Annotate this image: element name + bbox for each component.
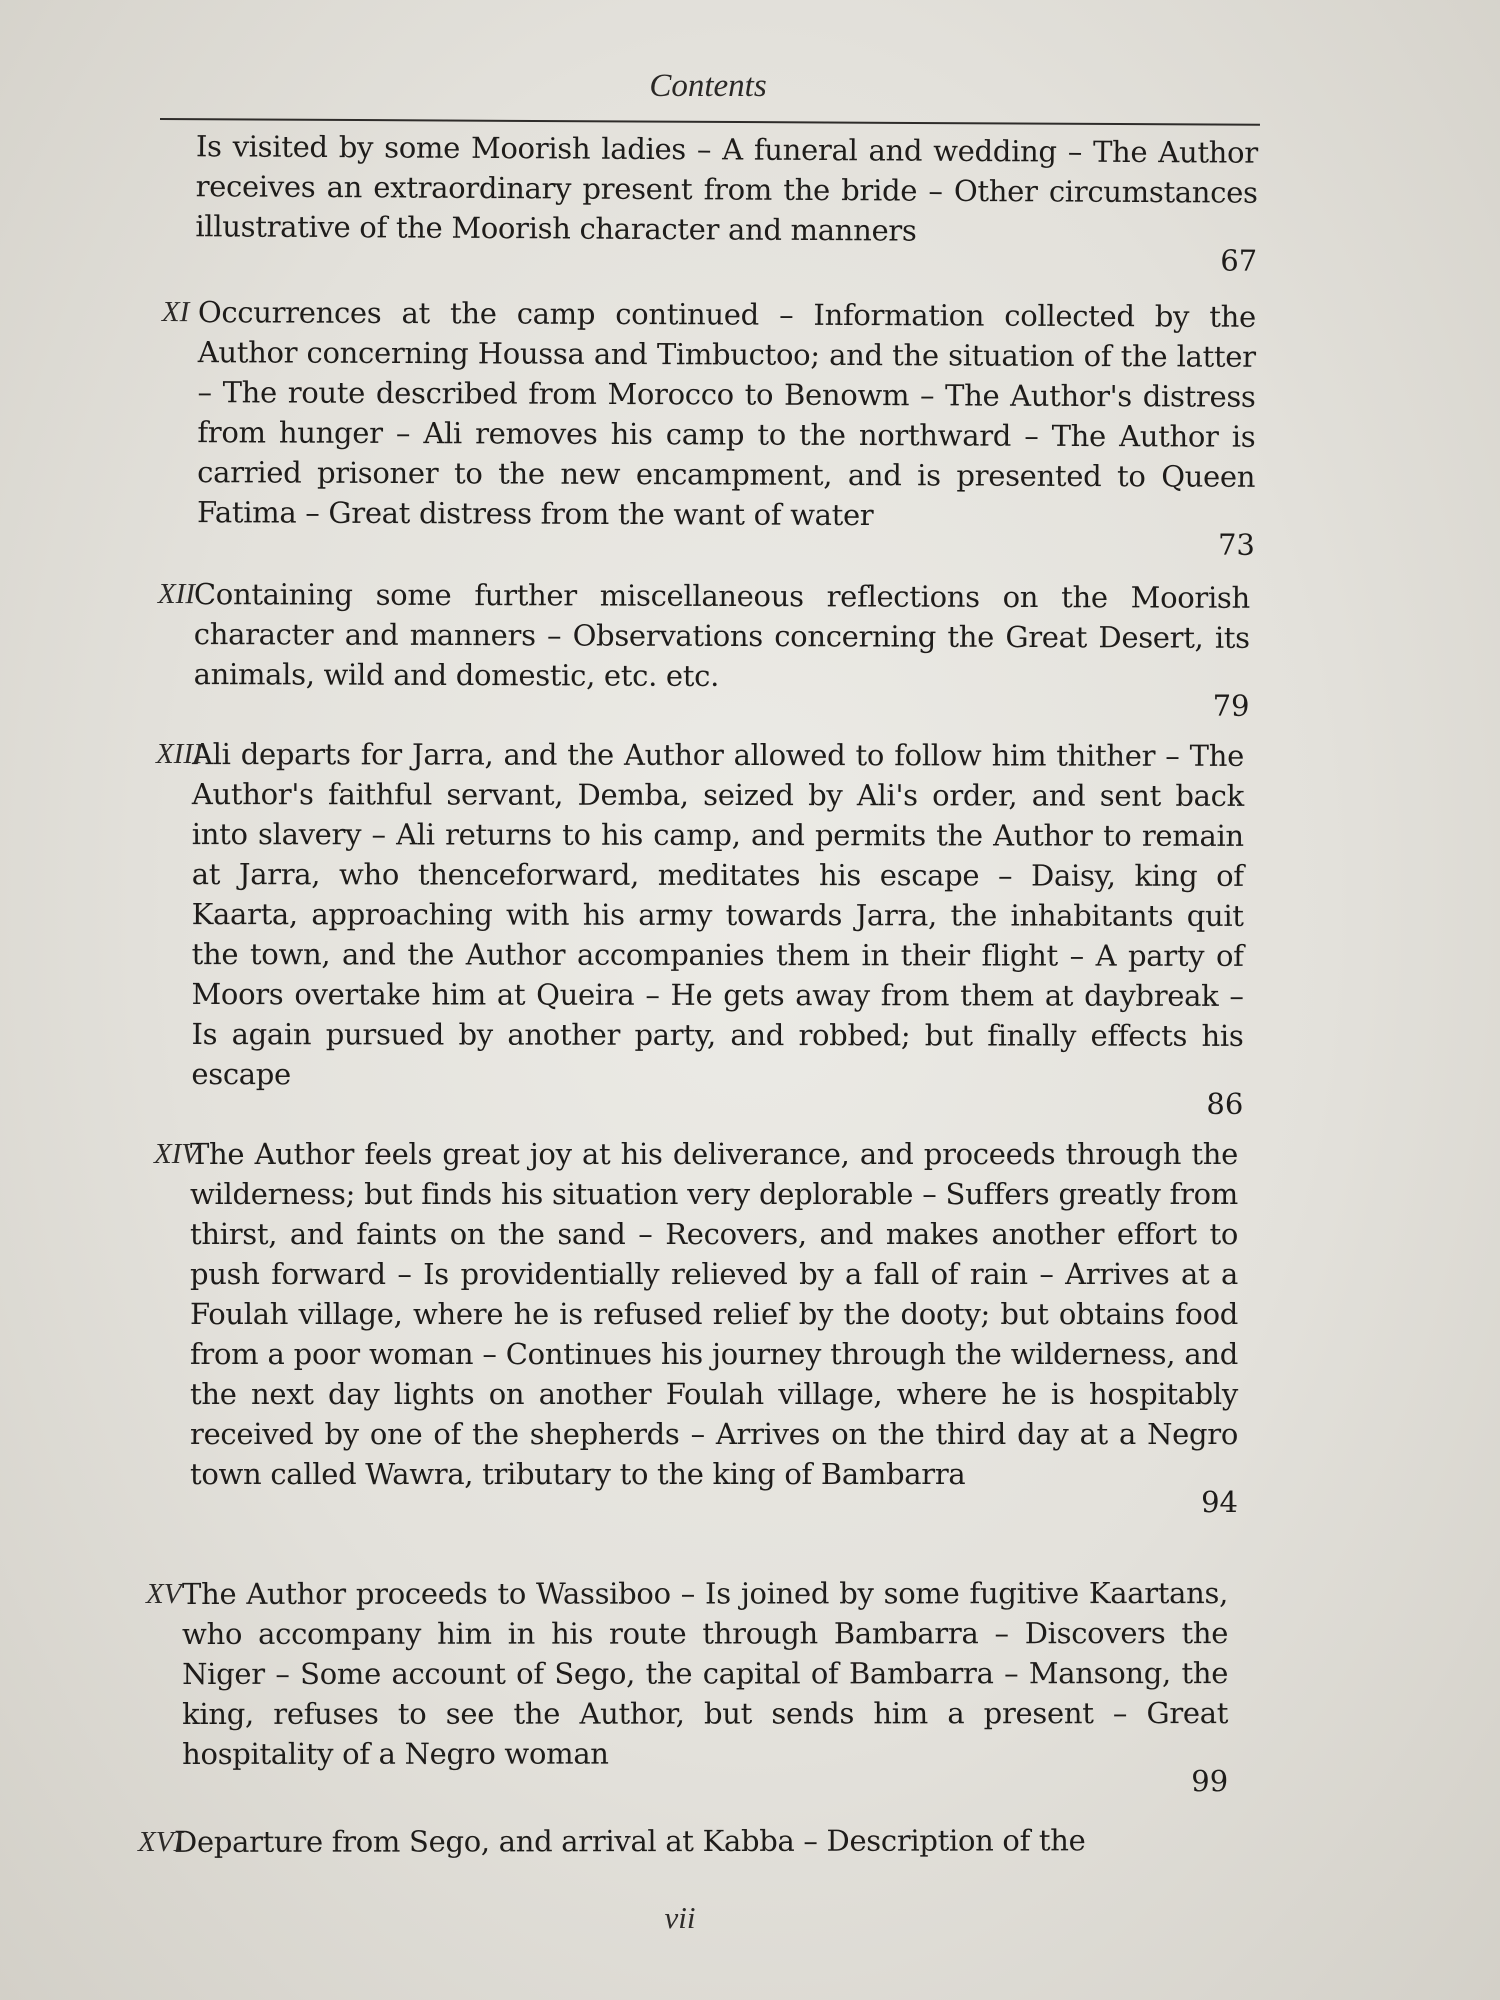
toc-entry — [138, 1820, 1228, 1862]
chapter-number: XI — [161, 295, 190, 329]
chapter-number: XII — [157, 578, 196, 611]
page-number: 99 — [1191, 1764, 1229, 1799]
entry-description: Occurrences at the camp continued – Information collected by the Author concerning Houssa and Timbuctoo; and the situation of the latter – The route described from Morocco to Benowm – The Author's distress from hunger – Ali removes his camp to the northward – The Author is carried prisoner to the new encampment, and is presented to Queen Fatima – Great distress from the want of water — [196, 295, 1256, 533]
entry-description: Departure from Sego, and arrival at Kabba – Description of the — [174, 1823, 1086, 1859]
chapter-number: XVI — [138, 1825, 184, 1858]
page-number: 94 — [1201, 1485, 1238, 1519]
toc-entry — [155, 734, 1246, 1120]
entry-description: Containing some further miscellaneous reflections on the Moorish character and manners – Observations concerning the Great Desert, its animals, wild and domestic, etc. etc. — [193, 577, 1250, 693]
running-head: Contents — [649, 68, 767, 104]
toc-entry — [157, 574, 1251, 722]
entry-description: Is visited by some Moorish ladies – A funeral and wedding – The Author receives an extraordinary present from the bride – Other circumstances illustrative of the Moorish character and manners — [195, 129, 1258, 248]
chapter-number: XIV — [154, 1138, 200, 1170]
entry-description: The Author proceeds to Wassiboo – Is joined by some fugitive Kaartans, who accompany him in his route through Bambarra – Discovers the Niger – Some account of Sego, the capital of Bambarra – Mansong, the king, refuses to see the Author, but sends him a present – Great hospitality of a Negro woman — [182, 1576, 1229, 1771]
toc-entry — [146, 1573, 1230, 1798]
toc-entry — [154, 1134, 1240, 1518]
toc-entry — [161, 292, 1258, 561]
page-number: 73 — [1217, 527, 1255, 562]
page-number: 79 — [1212, 688, 1250, 723]
page-number: 86 — [1206, 1086, 1244, 1121]
page-folio: vii — [664, 1900, 696, 1935]
chapter-number: XV — [146, 1577, 182, 1610]
toc-entry — [159, 126, 1260, 277]
page-number: 67 — [1220, 243, 1258, 278]
chapter-number: XIII — [155, 738, 203, 771]
entry-description: Ali departs for Jarra, and the Author allowed to follow him thither – The Author's faithful servant, Demba, seized by Ali's order, and sent back into slavery – Ali returns to his camp, and permits the Author to remain at Jarra, who thenceforward, meditates his escape – Daisy, king of Kaarta, approaching with his army towards Jarra, the inhabitants quit the town, and the Author accompanies them in their flight – A party of Moors overtake him at Queira – He gets away from them at daybreak – Is again pursued by another party, and robbed; but finally effects his escape — [191, 737, 1244, 1092]
entry-description: The Author feels great joy at his deliverance, and proceeds through the wilderness; but finds his situation very deplorable – Suffers greatly from thirst, and faints on the sand – Recovers, and makes another effort to push forward – Is providentially relieved by a fall of rain – Arrives at a Foulah village, where he is refused relief by the dooty; but obtains food from a poor woman – Continues his journey through the wilderness, and the next day lights on another Foulah village, where he is hospitably received by one of the shepherds – Arrives on the third day at a Negro town called Wawra, tributary to the king of Bambarra — [190, 1137, 1238, 1491]
header-rule — [160, 118, 1260, 126]
